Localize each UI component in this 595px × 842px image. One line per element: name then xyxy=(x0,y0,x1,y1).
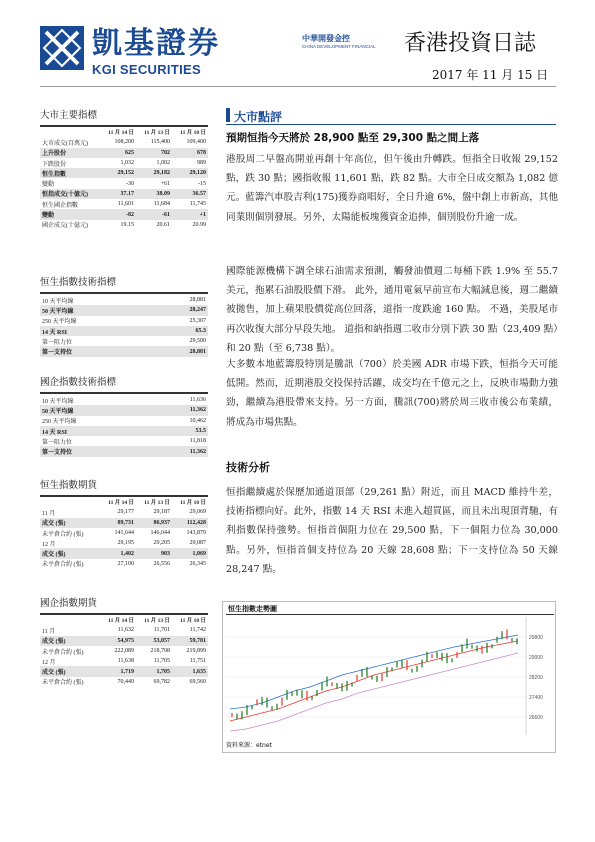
row-value: 1,032 xyxy=(120,160,134,167)
commentary-paragraph-1: 港股周二早盤高開並再創十年高位，但午後由升轉跌。恒指全日收報 29,152 點，跌 30 點；國指收報 11,601 點，跌 82 點。大市全日成交額為 1,082 億元。藍籌汽車股吉利(175)獲券商唱好，全日升逾 6%，盤中創上市新高，其他同業則個別發展。另外，太陽能板塊獲資金追捧，個別股份升逾一成。 xyxy=(226,154,558,223)
row-label: 恒指成交(十億元) xyxy=(40,189,100,199)
section-rule xyxy=(226,124,556,125)
row-label: 11 月 xyxy=(42,510,56,517)
header-cell: 11 月 13 日 xyxy=(144,500,170,507)
row-value: 38.09 xyxy=(136,189,172,199)
table-row xyxy=(40,625,208,635)
chart-title-rule xyxy=(226,614,554,615)
table-row xyxy=(40,346,208,356)
hsi-futures-section xyxy=(40,480,208,569)
hsi-technical-title: 恒生指數技術指標 xyxy=(40,277,117,288)
table-row xyxy=(40,666,208,676)
hscei-technical-title: 國企指數技術指標 xyxy=(40,377,117,388)
table-row xyxy=(40,168,208,178)
table-row xyxy=(40,220,208,230)
table-row xyxy=(40,209,208,219)
hscei-futures-section xyxy=(40,598,208,687)
table-row xyxy=(40,295,208,305)
row-value: 143,879 xyxy=(186,530,206,537)
table-row xyxy=(40,548,208,558)
row-value: 86,937 xyxy=(136,518,172,528)
hsi-trend-chart-image xyxy=(226,617,554,737)
row-label: 成交 (張) xyxy=(40,666,100,676)
section-rule xyxy=(40,292,208,294)
table-row xyxy=(40,199,208,209)
table-row xyxy=(40,656,208,666)
row-value: 29,069 xyxy=(189,509,206,516)
row-value: 20.99 xyxy=(192,221,206,228)
row-value: 112,428 xyxy=(172,518,208,528)
row-value: 1,402 xyxy=(100,548,136,558)
row-value: 11,751 xyxy=(189,658,206,665)
row-label: 恒生國企指數 xyxy=(42,202,79,209)
commentary-headline: 預期恒指今天將於 28,900 點至 29,300 點之間上落 xyxy=(226,132,480,144)
svg-text:29000: 29000 xyxy=(529,655,543,661)
technical-analysis-title: 技術分析 xyxy=(226,461,270,474)
row-value: 11,636 xyxy=(189,397,206,404)
row-value: 1,002 xyxy=(156,160,170,167)
row-value: 11,362 xyxy=(150,446,208,456)
row-value: 11,701 xyxy=(153,627,170,634)
row-value: 989 xyxy=(197,160,206,167)
row-label: 變動 xyxy=(42,182,55,189)
market-indicators-section xyxy=(40,110,208,230)
table-row xyxy=(40,446,208,456)
row-value: 26,345 xyxy=(189,560,206,567)
row-value: 29,177 xyxy=(117,509,134,516)
row-value: 54,975 xyxy=(100,636,136,646)
row-value: 146,044 xyxy=(150,530,170,537)
brand-name-en: KGI SECURITIES xyxy=(92,62,201,77)
table-row xyxy=(40,507,208,517)
row-value: 1,705 xyxy=(136,666,172,676)
hsi-futures-table xyxy=(40,497,208,569)
table-row xyxy=(40,305,208,315)
row-label: 第一阻力位 xyxy=(42,339,73,346)
row-value: 219,899 xyxy=(186,648,206,655)
row-value: 59,781 xyxy=(172,636,208,646)
row-label: 國企成交(十億元) xyxy=(42,223,88,230)
header-cell xyxy=(40,497,100,507)
hsi-technical-section xyxy=(40,277,208,357)
row-value: 11,362 xyxy=(150,405,208,415)
table-row xyxy=(40,405,208,415)
row-label: 10 天平均線 xyxy=(42,298,74,305)
svg-text:28200: 28200 xyxy=(529,675,543,681)
row-value: 625 xyxy=(100,148,136,158)
section-accent-bar xyxy=(226,108,230,122)
row-label: 50 天平均線 xyxy=(40,305,150,315)
row-value: 53.5 xyxy=(150,426,208,436)
row-label: 未平倉合約 (張) xyxy=(42,531,84,538)
header-cell: 11 月 14 日 xyxy=(108,500,134,507)
kgi-logo-mark xyxy=(40,26,84,70)
row-value: 25,307 xyxy=(189,317,206,324)
header-cell: 11 月 10 日 xyxy=(180,618,206,625)
header-cell xyxy=(40,615,100,625)
row-value: 115,400 xyxy=(150,139,170,146)
row-label: 恒生指數 xyxy=(40,168,100,178)
row-value: 37.17 xyxy=(100,189,136,199)
row-value: 29,120 xyxy=(172,168,208,178)
row-value: 11,745 xyxy=(189,201,206,208)
table-row xyxy=(40,436,208,446)
row-label: 250 天平均線 xyxy=(42,419,77,426)
row-label: 大市成交(百萬元) xyxy=(42,140,88,147)
table-row xyxy=(40,426,208,436)
row-label: 12 月 xyxy=(42,659,56,666)
table-header-row xyxy=(40,497,208,507)
partner-name-en: CHINA DEVELOPMENT FINANCIAL xyxy=(302,44,376,49)
row-label: 成交 (張) xyxy=(40,518,100,528)
row-value: 65.3 xyxy=(150,326,208,336)
row-label: 下跌股份 xyxy=(42,161,67,168)
row-value: 678 xyxy=(172,148,208,158)
row-label: 變動 xyxy=(40,209,100,219)
commentary-paragraph-3: 大多數本地藍籌股特別是騰訊（700）於美國 ADR 市場下跌，恒指今天可能低開。然而，近期港股交投保持活躍，成交均在千億元之上，反映市場動力強勁，繼續為港股帶來支持。另一方面，騰訊(700)將於周三收市後公布業績，將成為市場焦點。 xyxy=(226,359,558,428)
table-row xyxy=(40,178,208,188)
row-value: 28,881 xyxy=(189,297,206,304)
row-value: 29,205 xyxy=(153,540,170,547)
row-label: 未平倉合約 (張) xyxy=(42,562,84,569)
table-row xyxy=(40,316,208,326)
row-value: 28,247 xyxy=(150,305,208,315)
hscei-technical-table xyxy=(40,395,208,457)
row-value: -15 xyxy=(198,180,206,187)
row-value: 19.15 xyxy=(120,221,134,228)
table-row xyxy=(40,148,208,158)
row-label: 成交 (張) xyxy=(40,548,100,558)
table-row xyxy=(40,395,208,405)
row-label: 未平倉合約 (張) xyxy=(42,649,84,656)
row-value: 29,182 xyxy=(136,168,172,178)
table-row xyxy=(40,538,208,548)
row-label: 成交 (張) xyxy=(40,636,100,646)
row-value: 11,638 xyxy=(117,658,134,665)
svg-text:26600: 26600 xyxy=(529,715,543,721)
row-value: -30 xyxy=(126,180,134,187)
table-row xyxy=(40,518,208,528)
market-indicators-table xyxy=(40,127,208,230)
row-value: 70,449 xyxy=(117,678,134,685)
row-value: 11,632 xyxy=(117,627,134,634)
partner-name-cn: 中華開發金控 xyxy=(302,34,350,43)
row-value: 1,635 xyxy=(172,666,208,676)
row-label: 14 天 RSI xyxy=(40,426,150,436)
row-value: -61 xyxy=(136,209,172,219)
svg-text:29800: 29800 xyxy=(529,635,543,641)
row-value: 69,560 xyxy=(189,678,206,685)
hsi-technical-table xyxy=(40,295,208,357)
brand-name-cn: 凱基證券 xyxy=(92,26,220,61)
row-label: 12 月 xyxy=(42,541,56,548)
row-label: 第一支持位 xyxy=(40,446,150,456)
row-label: 50 天平均線 xyxy=(40,405,150,415)
row-label: 11 月 xyxy=(42,628,56,635)
row-value: 11,601 xyxy=(117,201,134,208)
row-value: 27,100 xyxy=(117,560,134,567)
row-value: 11,818 xyxy=(189,438,206,445)
row-label: 10 天平均線 xyxy=(42,398,74,405)
row-value: 1,719 xyxy=(100,666,136,676)
table-row xyxy=(40,636,208,646)
row-value: 903 xyxy=(136,548,172,558)
section-rule xyxy=(40,392,208,394)
table-row xyxy=(40,336,208,346)
row-value: 28,881 xyxy=(150,346,208,356)
row-value: 222,089 xyxy=(114,648,134,655)
commentary-section-title: 大市點評 xyxy=(234,110,283,124)
hsi-futures-title: 恒生指數期貨 xyxy=(40,480,98,491)
row-value: 29,152 xyxy=(100,168,136,178)
row-value: 108,200 xyxy=(114,139,134,146)
row-value: 11,705 xyxy=(153,658,170,665)
row-value: 29,187 xyxy=(153,509,170,516)
row-value: +61 xyxy=(160,180,170,187)
row-value: -82 xyxy=(100,209,136,219)
report-date: 2017 年 11 月 15 日 xyxy=(432,68,549,82)
row-label: 14 天 RSI xyxy=(40,326,150,336)
hscei-futures-table xyxy=(40,615,208,687)
table-row xyxy=(40,528,208,538)
commentary-paragraph-2: 國際能源機構下調全球石油需求預測，觸發油價週二每桶下跌 1.9% 至 55.7 美元，拖累石油股股價下滑。 此外，通用電氣早前宣布大幅減息後，週二繼續被拋售，加上蘋果股價從高位回落，道指一度跌逾 160 點。 不過，美股尾市再次收復大部分早段失地。 道指和納指週二收市分別下跌 30 點（23,409 點）和 20 點（至 6,738 點）。 xyxy=(226,266,558,354)
table-row xyxy=(40,416,208,426)
row-value: 20.61 xyxy=(156,221,170,228)
table-row xyxy=(40,677,208,687)
row-value: 1,069 xyxy=(172,548,208,558)
table-row xyxy=(40,158,208,168)
header-cell: 11 月 10 日 xyxy=(180,500,206,507)
header-cell: 11 月 13 日 xyxy=(144,618,170,625)
header-cell: 11 月 14 日 xyxy=(108,618,134,625)
report-title: 香港投資日誌 xyxy=(404,31,537,56)
header-cell: 11 月 10 日 xyxy=(180,130,206,137)
row-value: 29,087 xyxy=(189,540,206,547)
row-value: 109,400 xyxy=(186,139,206,146)
row-value: 10,462 xyxy=(189,417,206,424)
row-value: 141,644 xyxy=(114,530,134,537)
table-header-row xyxy=(40,615,208,625)
header-cell xyxy=(40,127,100,137)
table-row xyxy=(40,326,208,336)
header-divider xyxy=(40,86,556,87)
row-value: 11,684 xyxy=(153,201,170,208)
row-value: 26,556 xyxy=(153,560,170,567)
table-row xyxy=(40,559,208,569)
row-value: 36.57 xyxy=(172,189,208,199)
row-value: +1 xyxy=(172,209,208,219)
market-indicators-title: 大市主要指標 xyxy=(40,110,98,121)
row-label: 250 天平均線 xyxy=(42,319,77,326)
row-value: 218,708 xyxy=(150,648,170,655)
row-label: 第一阻力位 xyxy=(42,439,73,446)
row-label: 未平倉合約 (張) xyxy=(42,680,84,687)
row-value: 53,057 xyxy=(136,636,172,646)
row-label: 上升股份 xyxy=(40,148,100,158)
row-value: 29,500 xyxy=(189,338,206,345)
hscei-futures-title: 國企指數期貨 xyxy=(40,598,98,609)
row-value: 11,742 xyxy=(189,627,206,634)
table-row xyxy=(40,137,208,147)
row-value: 69,782 xyxy=(153,678,170,685)
header-cell: 11 月 14 日 xyxy=(108,130,134,137)
chart-source: 資料來源：etnet xyxy=(226,742,272,749)
svg-text:27400: 27400 xyxy=(529,695,543,701)
row-label: 第一支持位 xyxy=(40,346,150,356)
hscei-technical-section xyxy=(40,377,208,457)
table-header-row xyxy=(40,127,208,137)
table-row xyxy=(40,646,208,656)
chart-title: 恒生指數走勢圖 xyxy=(228,605,277,613)
header-cell: 11 月 13 日 xyxy=(144,130,170,137)
table-row xyxy=(40,189,208,199)
technical-analysis-paragraph: 恒指繼續處於保歷加通道頂部（29,261 點）附近，而且 MACD 維持牛差，技術指標向好。此外，指數 14 天 RSI 未進入超買區，而且未出現頂背馳，有利指數保持強勢。恒指首個阻力位在 29,500 點，下一個阻力位為 30,000 點。另外，恒指首個支持位為 20 天線 28,608 點；下一支持位為 50 天線 28,247 點。 xyxy=(226,487,558,575)
row-value: 702 xyxy=(136,148,172,158)
row-value: 89,731 xyxy=(100,518,136,528)
row-value: 29,195 xyxy=(117,540,134,547)
